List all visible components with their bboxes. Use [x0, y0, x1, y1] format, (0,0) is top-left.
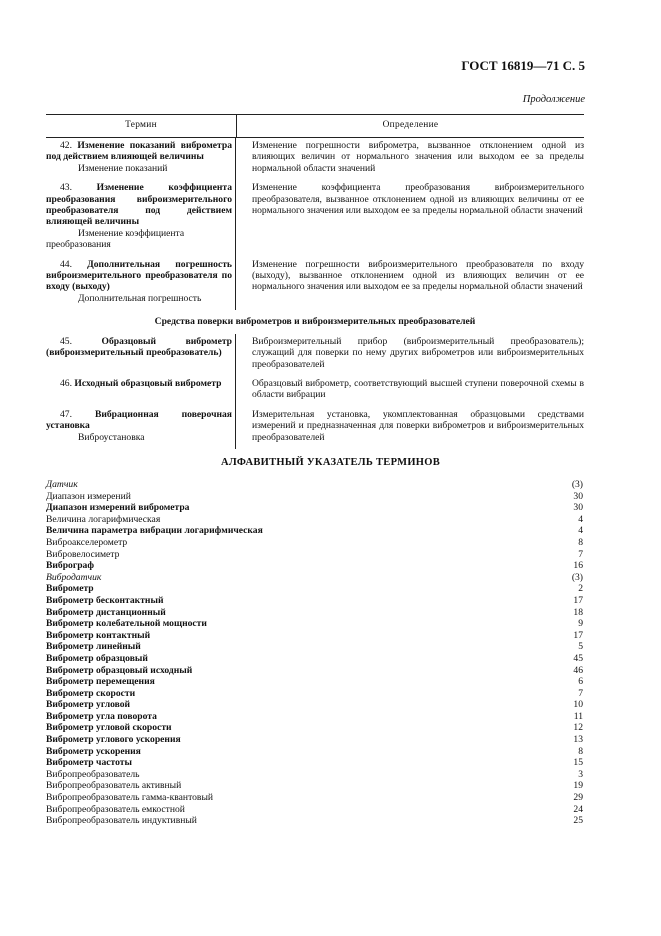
index-entry	[46, 769, 583, 781]
term-short-form: Дополнительная погрешность	[78, 292, 202, 304]
index-entry	[46, 583, 583, 595]
term-name: Изменение показаний виброметра под действием влияющей величины	[46, 140, 232, 163]
index-ref: 4	[578, 525, 583, 537]
index-entry	[46, 537, 583, 549]
term-text	[46, 140, 232, 163]
index-ref: 7	[578, 548, 583, 560]
definition-cell: Виброизмерительный прибор (виброизмерительный преобразователь); служащий для поверки по нему других виброметров или виброизмерительных преобразователей	[252, 335, 584, 370]
term-text	[46, 378, 232, 389]
index-term: Датчик	[46, 479, 78, 490]
index-term: Виброметр угловой	[46, 699, 131, 711]
index-term: Виброметр образцовый исходный	[46, 664, 193, 676]
index-entry	[46, 595, 583, 607]
index-term: Виброграф	[46, 560, 94, 572]
index-entry	[46, 676, 583, 688]
index-term: Виброметр скорости	[46, 687, 136, 699]
index-ref: 30	[573, 502, 583, 514]
index-entry	[46, 722, 583, 734]
term-number: 42.	[60, 140, 72, 151]
index-entry	[46, 572, 583, 584]
index-term: Вибровелосиметр	[46, 548, 120, 560]
index-entry	[46, 641, 583, 653]
index-entry	[46, 688, 583, 700]
table-row	[46, 407, 584, 449]
index-entry	[46, 746, 583, 758]
term-number: 44.	[60, 258, 72, 270]
index-ref: 3	[578, 768, 583, 780]
term-cell	[46, 180, 236, 256]
term-short-form: Изменение показаний	[78, 162, 168, 174]
index-ref: 9	[578, 618, 583, 630]
term-number: 47.	[60, 408, 72, 420]
index-ref: 25	[573, 815, 583, 827]
term-cell	[46, 376, 236, 407]
index-term: Виброметр дистанционный	[46, 606, 166, 618]
index-entry	[46, 491, 583, 503]
index-ref: 10	[573, 699, 583, 711]
section-heading: Средства поверки виброметров и виброизмерительных преобразователей	[154, 316, 476, 328]
index-term: Виброметр	[46, 583, 94, 595]
index-list	[46, 479, 583, 827]
index-term: Диапазон измерений	[46, 490, 131, 502]
definition-cell: Изменение погрешности виброизмерительного преобразователя по входу (выходу), вызванное отклонением одной из влияющих величин от ее нормального значения или выходом ее за пределы нормальной области значений	[252, 258, 584, 293]
index-entry	[46, 699, 583, 711]
index-term: Вибропреобразователь индуктивный	[46, 815, 197, 827]
column-header-definition: Определение	[382, 120, 439, 131]
table-body-b	[46, 334, 584, 449]
index-ref: 18	[573, 606, 583, 618]
index-ref: 16	[573, 560, 583, 572]
index-entry	[46, 815, 583, 827]
index-entry	[46, 514, 583, 526]
term-name: Дополнительная погрешность виброизмерительного преобразователя по входу (выходу)	[46, 258, 232, 293]
index-entry	[46, 665, 583, 677]
index-term: Величина логарифмическая	[46, 513, 161, 525]
index-term: Виброметр бесконтактный	[46, 594, 164, 606]
index-ref: 6	[578, 676, 583, 688]
definition-cell: Образцовый виброметр, соответствующий высшей ступени поверочной схемы в области вибрации	[252, 377, 584, 401]
term-name: Исходный образцовый виброметр	[74, 377, 222, 389]
index-entry	[46, 549, 583, 561]
index-term: Вибропреобразователь	[46, 768, 140, 780]
index-term: Виброметр угла поворота	[46, 710, 157, 722]
index-ref: 12	[573, 722, 583, 734]
index-ref: 13	[573, 734, 583, 746]
index-ref: 17	[573, 594, 583, 606]
index-term: Величина параметра вибрации логарифмическая	[46, 525, 263, 537]
table-row	[46, 334, 584, 376]
index-ref: 11	[573, 710, 583, 722]
index-entry	[46, 502, 583, 514]
index-entry	[46, 804, 583, 816]
index-ref: 4	[578, 513, 583, 525]
index-ref: (3)	[571, 479, 583, 490]
index-ref: 46	[573, 664, 583, 676]
terms-table	[46, 114, 584, 449]
term-name: Образцовый виброметр (виброизмерительный преобразователь)	[46, 335, 232, 359]
term-text	[46, 182, 232, 228]
index-ref: 30	[573, 490, 583, 502]
index-ref: 7	[578, 687, 583, 699]
index-ref: 19	[573, 780, 583, 792]
index-term: Виброметр ускорения	[46, 745, 141, 757]
index-term: Виброметр углового ускорения	[46, 734, 181, 746]
definition-cell: Изменение погрешности виброметра, вызванное отклонением одной из влияющих величин от нормального значения или выходом ее за пределы нормальной области значений	[252, 140, 584, 174]
index-entry	[46, 711, 583, 723]
index-term: Виброметр перемещения	[46, 676, 155, 688]
index-term: Виброметр контактный	[46, 629, 151, 641]
index-term: Вибропреобразователь гамма-квантовый	[46, 792, 214, 804]
index-ref: 5	[578, 641, 583, 653]
index-term: Виброакселерометр	[46, 536, 128, 548]
table-header	[46, 114, 584, 138]
term-number: 43.	[60, 182, 72, 194]
index-entry	[46, 618, 583, 630]
index-entry	[46, 792, 583, 804]
column-header-term: Термин	[46, 115, 237, 137]
term-number: 45.	[60, 335, 72, 347]
table-row	[46, 138, 584, 180]
index-entry	[46, 630, 583, 642]
index-entry	[46, 607, 583, 619]
table-row	[46, 376, 584, 407]
index-ref: 17	[573, 629, 583, 641]
definition-cell: Изменение коэффициента преобразования виброизмерительного преобразователя, вызванное отклонением одной из влияющих величины от ее нормального значения или выходом ее за пределы нормальной области значений	[252, 182, 584, 217]
index-entry	[46, 780, 583, 792]
table-row	[46, 180, 584, 256]
table-row	[46, 257, 584, 311]
page-header-title: ГОСТ 16819—71 С. 5	[461, 58, 585, 73]
term-name: Изменение коэффициента преобразования виброизмерительного преобразователя под действием влияющей величины	[46, 182, 232, 228]
term-short-form: Изменение коэффициента преобразования	[46, 227, 185, 251]
term-number: 46.	[60, 377, 72, 389]
index-entry	[46, 479, 583, 491]
index-title: АЛФАВИТНЫЙ УКАЗАТЕЛЬ ТЕРМИНОВ	[220, 457, 441, 468]
index-ref: (3)	[571, 571, 583, 583]
index-ref: 29	[573, 792, 583, 804]
index-term: Виброметр частоты	[46, 757, 132, 769]
term-text	[46, 259, 232, 293]
term-cell	[46, 138, 236, 180]
index-term: Вибропреобразователь емкостной	[46, 803, 185, 815]
index-entry	[46, 525, 583, 537]
index-ref: 45	[573, 652, 583, 664]
term-text	[46, 336, 232, 359]
index-entry	[46, 653, 583, 665]
term-cell	[46, 407, 236, 449]
index-term: Виброметр линейный	[46, 641, 141, 653]
index-term: Вибропреобразователь активный	[46, 780, 182, 792]
index-term: Диапазон измерений виброметра	[46, 502, 190, 514]
term-cell	[46, 257, 236, 311]
index-ref: 8	[578, 745, 583, 757]
term-cell	[46, 334, 236, 376]
index-entry	[46, 734, 583, 746]
term-short-form: Виброустановка	[78, 431, 145, 443]
index-ref: 2	[578, 583, 583, 595]
term-text	[46, 409, 232, 432]
index-entry	[46, 757, 583, 769]
table-body-a	[46, 138, 584, 310]
index-ref: 15	[573, 757, 583, 769]
definition-cell: Измерительная установка, укомплектованная образцовыми средствами измерений и предназначенная для поверки виброметров и виброизмерительных преобразователей	[252, 408, 584, 443]
term-name: Вибрационная поверочная установка	[46, 408, 232, 432]
index-entry	[46, 560, 583, 572]
index-term: Виброметр колебательной мощности	[46, 618, 207, 630]
index-term: Виброметр образцовый	[46, 652, 148, 664]
continuation-label: Продолжение	[522, 94, 585, 105]
index-term: Вибродатчик	[46, 571, 102, 583]
index-ref: 8	[578, 536, 583, 548]
index-term: Виброметр угловой скорости	[46, 722, 172, 734]
index-ref: 24	[573, 803, 583, 815]
